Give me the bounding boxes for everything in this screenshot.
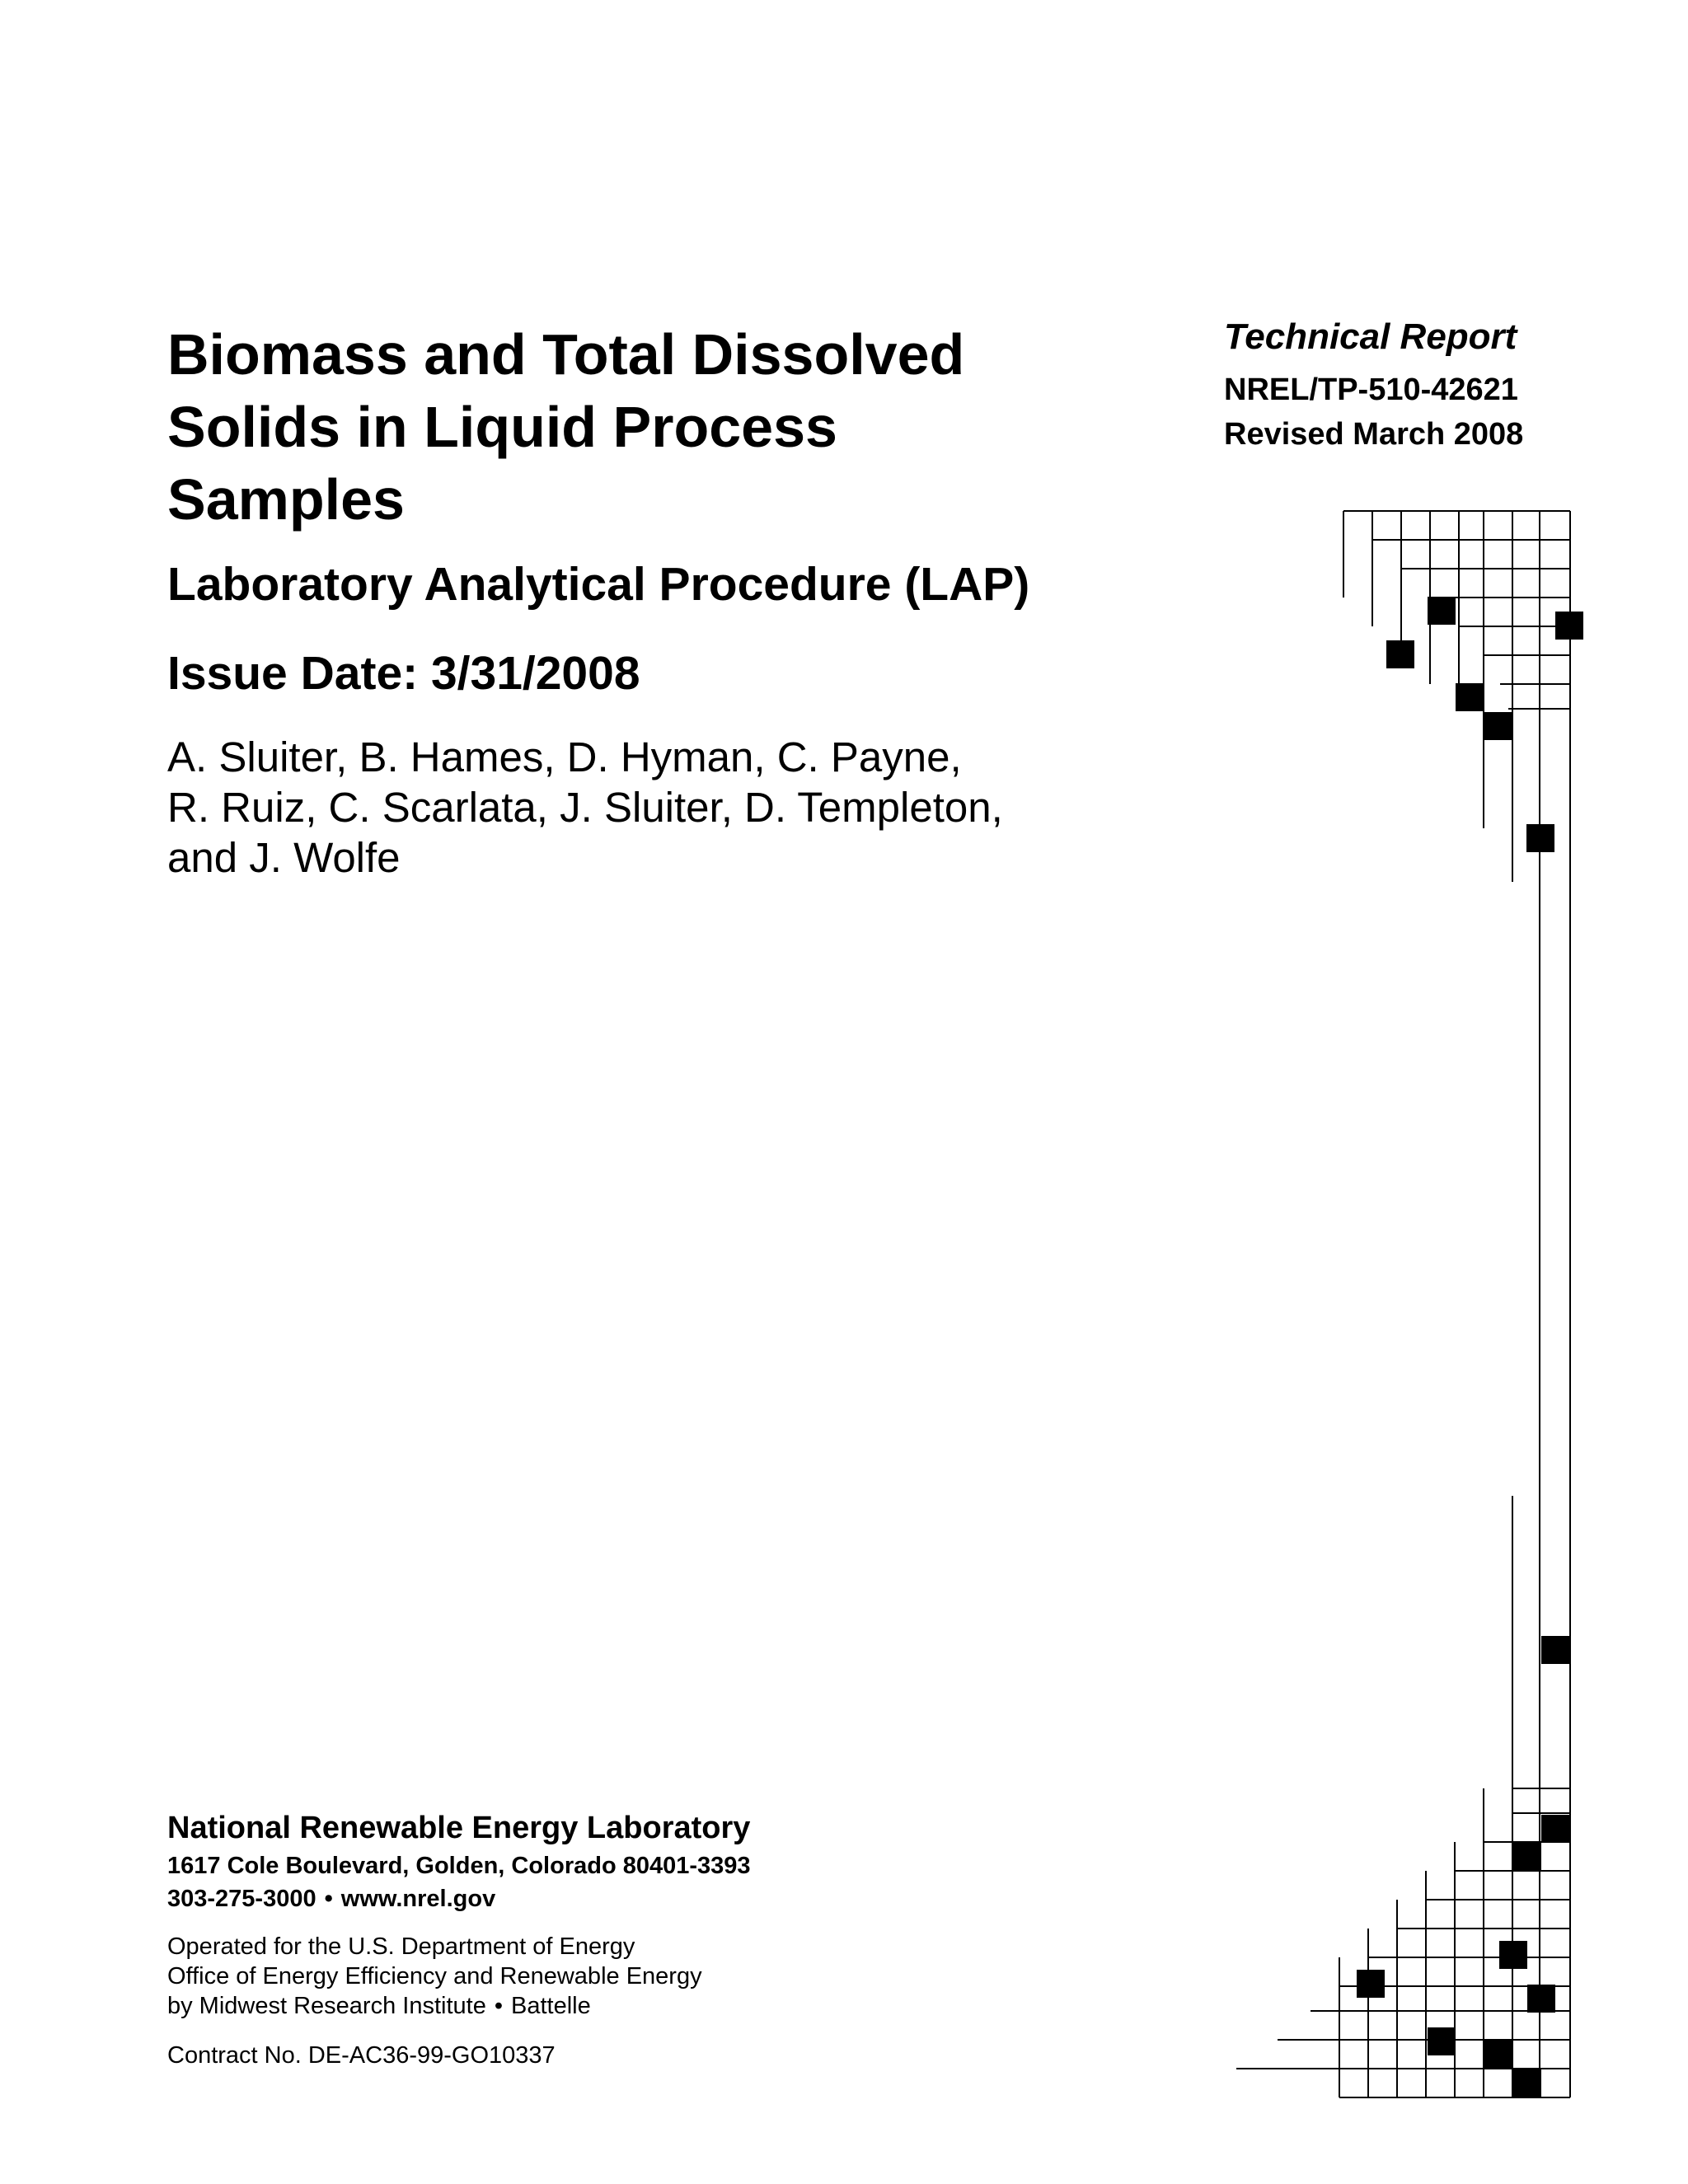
title-line: Biomass and Total Dissolved: [167, 322, 965, 387]
bullet-separator: •: [324, 1886, 333, 1912]
laboratory-name: National Renewable Energy Laboratory: [167, 1811, 751, 1845]
contract-number: Contract No. DE-AC36-99-GO10337: [167, 2042, 556, 2069]
issue-date: Issue Date: 3/31/2008: [167, 647, 640, 700]
laboratory-website: www.nrel.gov: [340, 1886, 496, 1912]
laboratory-address: 1617 Cole Boulevard, Golden, Colorado 80401-3393: [167, 1853, 751, 1879]
author-line: and J. Wolfe: [167, 834, 401, 881]
revision-date: Revised March 2008: [1224, 417, 1524, 452]
report-type: Technical Report: [1224, 316, 1517, 357]
operator-partner: Battelle: [510, 1993, 591, 2019]
bullet-separator: •: [494, 1993, 503, 2019]
title-line: Solids in Liquid Process: [167, 395, 837, 459]
operated-line-2: Office of Energy Efficiency and Renewable Energy: [167, 1963, 702, 1990]
operated-line-3: [167, 1991, 591, 2021]
author-line: R. Ruiz, C. Scarlata, J. Sluiter, D. Templeton,: [167, 784, 1003, 831]
operator-name: by Midwest Research Institute: [167, 1993, 486, 2019]
title-line: Samples: [167, 467, 405, 532]
laboratory-contact: [167, 1882, 495, 1915]
report-number: NREL/TP-510-42621: [1224, 373, 1518, 407]
author-line: A. Sluiter, B. Hames, D. Hyman, C. Payne,: [167, 733, 962, 780]
document-subtitle: Laboratory Analytical Procedure (LAP): [167, 558, 1030, 611]
operated-line-1: Operated for the U.S. Department of Energy: [167, 1933, 635, 1960]
laboratory-phone: 303-275-3000: [167, 1886, 316, 1912]
